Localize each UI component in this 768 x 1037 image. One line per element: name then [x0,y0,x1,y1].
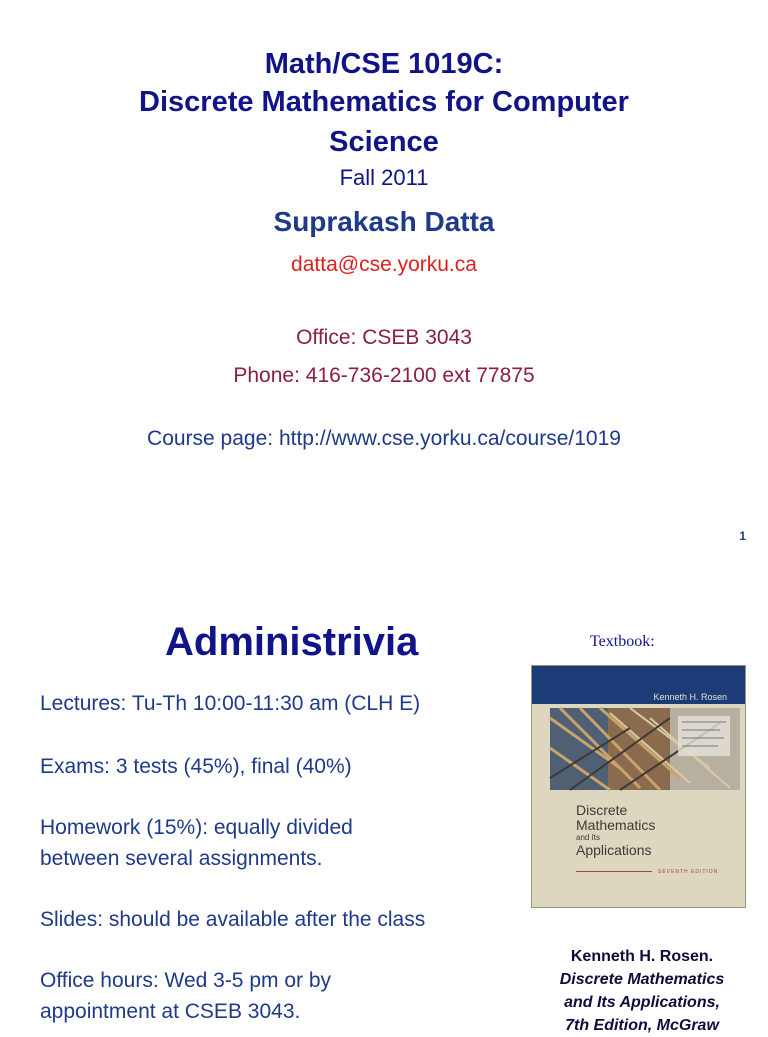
course-title-line-1: Math/CSE 1019C: [264,48,504,80]
course-title-line-3: Science [329,126,439,158]
textbook-citation [536,945,748,1037]
cover-title [576,803,655,858]
slide-heading: Administrivia [165,620,419,664]
citation-title-line-1: Discrete Mathematics [559,971,725,988]
term: Fall 2011 [339,165,429,190]
cover-artwork-image [550,708,740,790]
citation-edition: 7th Edition, McGraw [565,1017,719,1034]
cover-edition: SEVENTH EDITION [658,869,719,875]
office-location: Office: CSEB 3043 [296,326,472,349]
textbook-cover [531,665,746,908]
instructor-name: Suprakash Datta [273,206,495,237]
list-item-homework-cont: between several assignments. [40,847,323,870]
list-item-office-hours-cont: appointment at CSEB 3043. [40,1000,301,1023]
cover-author: Kenneth H. Rosen [653,692,727,702]
cover-title-line-2: Mathematics [576,817,656,833]
list-item-slides: Slides: should be available after the class [40,908,426,931]
course-page: Course page: http://www.cse.yorku.ca/course/1019 [147,427,621,450]
list-item-exams: Exams: 3 tests (45%), final (40%) [40,755,352,778]
cover-title-line-1: Discrete [576,802,628,818]
slide-2 [0,560,768,1034]
list-item-office-hours: Office hours: Wed 3-5 pm or by [40,969,332,992]
page-number: 1 [739,529,746,543]
cover-artwork [550,708,740,790]
cover-title-line-3: and Its [576,833,601,842]
citation-author: Kenneth H. Rosen. [570,948,714,965]
cover-rule [576,871,652,872]
instructor-email: datta@cse.yorku.ca [291,253,477,276]
textbook-label: Textbook: [590,633,655,650]
course-title-line-2: Discrete Mathematics for Computer [139,86,629,118]
phone-number: Phone: 416-736-2100 ext 77875 [233,364,535,387]
list-item-homework: Homework (15%): equally divided [40,816,353,839]
cover-title-line-4: Applications [576,842,652,858]
citation-title-line-2: and Its Applications, [564,994,720,1011]
list-item-lectures: Lectures: Tu-Th 10:00-11:30 am (CLH E) [40,692,421,715]
